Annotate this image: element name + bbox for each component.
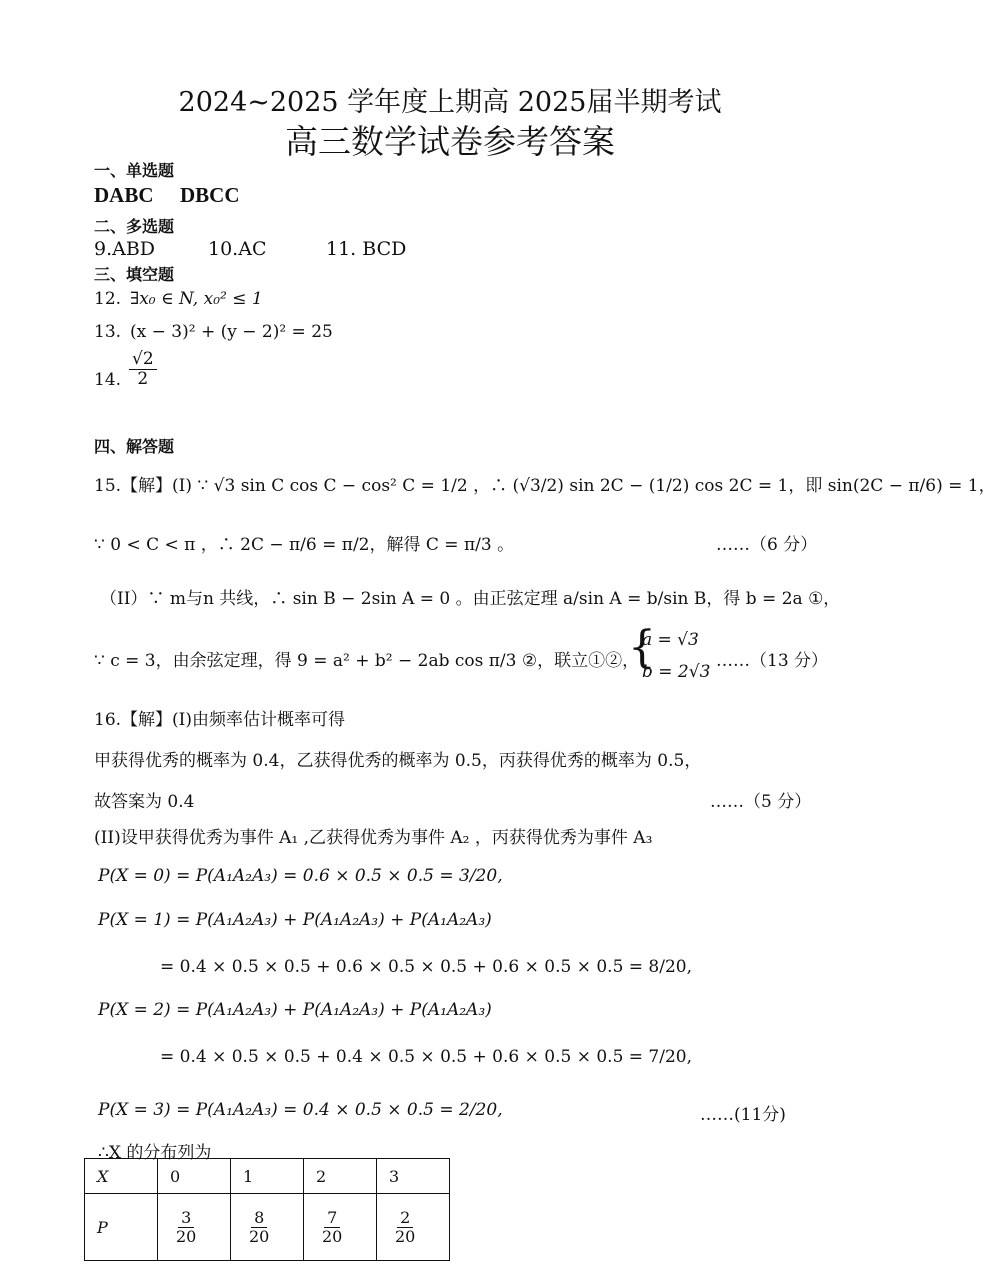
- table-cell: [304, 1194, 377, 1261]
- section1-answers-b: DBCC: [180, 183, 240, 207]
- q16-score-2: ……(11分): [700, 1105, 786, 1125]
- prob-denominator: 20: [176, 1226, 197, 1246]
- prob-x0: P(X = 0) = P(A₁A₂A₃) = 0.6 × 0.5 × 0.5 = 3/20,: [98, 866, 503, 886]
- prob-x2-terms: P(X = 2) = P(A₁A₂A₃) + P(A₁A₂A₃) + P(A₁A₂A₃): [98, 1000, 492, 1020]
- q10-answer: 10.AC: [208, 238, 267, 260]
- distribution-heading: ∴X 的分布列为: [98, 1143, 212, 1163]
- q13-number: 13.: [94, 322, 122, 342]
- q15-score-2: ……（13 分）: [716, 651, 829, 671]
- q15-line-2: ∵ 0 < C < π ，∴ 2C − π/6 = π/2，解得 C = π/3 。: [94, 535, 515, 555]
- table-header-cell: X: [85, 1159, 158, 1194]
- q14-answer: [126, 350, 160, 388]
- section4-heading: 四、解答题: [94, 437, 175, 456]
- q14-number: 14.: [94, 370, 122, 390]
- q16-line-1: 16.【解】(I)由频率估计概率可得: [94, 710, 346, 730]
- prob-numerator: 7: [324, 1209, 340, 1228]
- prob-numerator: 8: [251, 1209, 267, 1228]
- section1-answers-a: DABC: [94, 183, 154, 207]
- q15-line-4: ∵ c = 3，由余弦定理，得 9 = a² + b² − 2ab cos π/3 ②，联立①②，: [94, 651, 640, 671]
- q15-line-3: （II）∵ m与n 共线，∴ sin B − 2sin A = 0 。由正弦定理 a/sin A = b/sin B，得 b = 2a ①，: [100, 589, 841, 609]
- q16-line-2: 甲获得优秀的概率为 0.4，乙获得优秀的概率为 0.5，丙获得优秀的概率为 0.5，: [94, 751, 702, 771]
- table-row-label: P: [85, 1194, 158, 1261]
- q9-answer: 9.ABD: [94, 238, 156, 260]
- section1-heading: 一、单选题: [94, 161, 175, 180]
- prob-denominator: 20: [322, 1226, 343, 1246]
- q16-line-3: 故答案为 0.4: [94, 792, 195, 812]
- brace-icon: {: [628, 622, 656, 673]
- q14-numerator: √2: [129, 350, 157, 370]
- q16-line-4: (II)设甲获得优秀为事件 A₁ ,乙获得优秀为事件 A₂ ，丙获得优秀为事件 A₃: [94, 828, 653, 848]
- table-header-cell: 3: [377, 1159, 450, 1194]
- prob-x3: P(X = 3) = P(A₁A₂A₃) = 0.4 × 0.5 × 0.5 = 2/20,: [98, 1100, 503, 1120]
- q14-denominator: 2: [137, 368, 149, 389]
- q11-answer: 11. BCD: [326, 238, 407, 260]
- table-row: [85, 1159, 450, 1194]
- section3-heading: 三、填空题: [94, 265, 175, 284]
- prob-x1-terms: P(X = 1) = P(A₁A₂A₃) + P(A₁A₂A₃) + P(A₁A₂A₃): [98, 910, 492, 930]
- q15-system-b: b = 2√3: [642, 662, 711, 682]
- table-row: [85, 1194, 450, 1261]
- table-header-cell: 1: [231, 1159, 304, 1194]
- q16-score-1: ……（5 分）: [710, 792, 812, 812]
- prob-denominator: 20: [249, 1226, 270, 1246]
- table-cell: [158, 1194, 231, 1261]
- prob-numerator: 3: [178, 1209, 194, 1228]
- q15-score-1: ……（6 分）: [716, 535, 818, 555]
- q12-answer: ∃x₀ ∈ N, x₀² ≤ 1: [130, 289, 263, 309]
- distribution-table: [84, 1158, 450, 1261]
- table-header-cell: 2: [304, 1159, 377, 1194]
- prob-numerator: 2: [397, 1209, 413, 1228]
- table-cell: [231, 1194, 304, 1261]
- q13-answer: (x − 3)² + (y − 2)² = 25: [130, 322, 333, 342]
- prob-x2-value: = 0.4 × 0.5 × 0.5 + 0.4 × 0.5 × 0.5 + 0.6 × 0.5 × 0.5 = 7/20,: [160, 1047, 693, 1067]
- prob-x1-value: = 0.4 × 0.5 × 0.5 + 0.6 × 0.5 × 0.5 + 0.6 × 0.5 × 0.5 = 8/20,: [160, 957, 693, 977]
- title-line-2: 高三数学试卷参考答案: [285, 122, 615, 161]
- q12-number: 12.: [94, 289, 122, 309]
- q15-system-a: a = √3: [642, 630, 699, 650]
- prob-denominator: 20: [395, 1226, 416, 1246]
- table-cell: [377, 1194, 450, 1261]
- section2-heading: 二、多选题: [94, 217, 175, 236]
- table-header-cell: 0: [158, 1159, 231, 1194]
- title-line-1: 2024~2025 学年度上期高 2025届半期考试: [178, 87, 722, 118]
- q15-line-1: 15.【解】(I) ∵ √3 sin C cos C − cos² C = 1/2 ，∴ (√3/2) sin 2C − (1/2) cos 2C = 1，即 sin(2C − π/6) = 1，: [94, 476, 996, 496]
